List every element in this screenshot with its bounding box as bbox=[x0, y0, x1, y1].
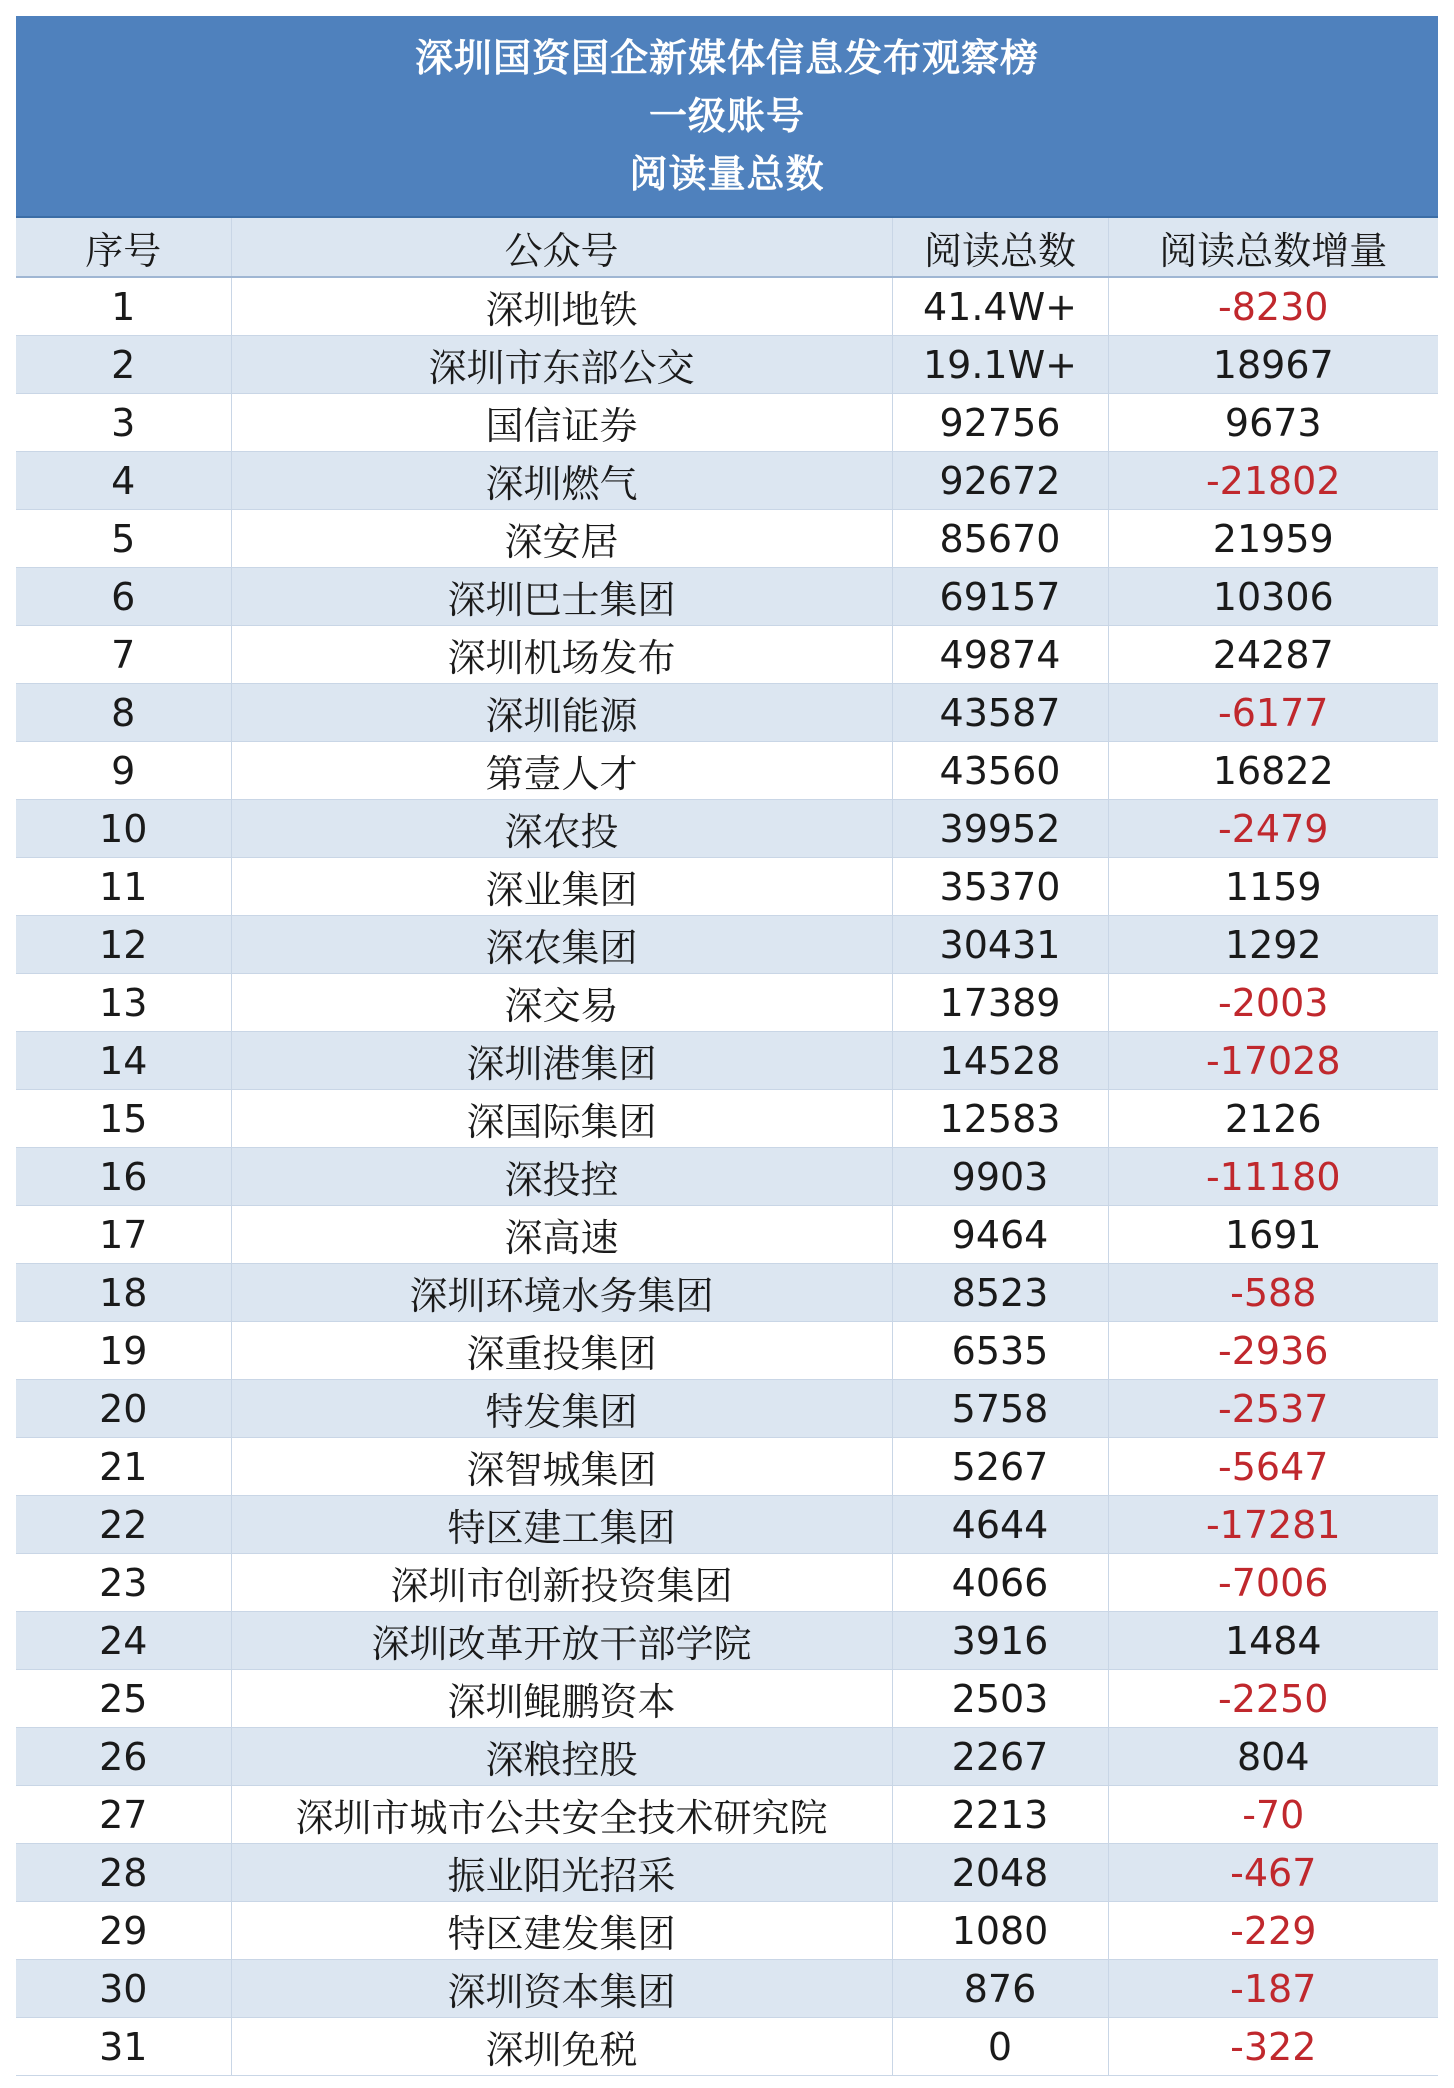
account-name-cell: 深交易 bbox=[231, 974, 892, 1032]
table-row bbox=[16, 858, 1438, 916]
total-reads-cell: 19.1W+ bbox=[892, 336, 1108, 394]
account-name-cell: 深智城集团 bbox=[231, 1438, 892, 1496]
table-row bbox=[16, 1496, 1438, 1554]
account-name-cell: 深国际集团 bbox=[231, 1090, 892, 1148]
reads-delta-cell: -2479 bbox=[1108, 800, 1438, 858]
account-name-cell: 深粮控股 bbox=[231, 1728, 892, 1786]
column-header-rank: 序号 bbox=[16, 218, 231, 277]
total-reads-cell: 876 bbox=[892, 1960, 1108, 2018]
table-row bbox=[16, 277, 1438, 336]
metric-subtitle: 阅读量总数 bbox=[629, 152, 825, 196]
account-name-cell: 深农投 bbox=[231, 800, 892, 858]
account-name-cell: 深圳鲲鹏资本 bbox=[231, 1670, 892, 1728]
total-reads-cell: 12583 bbox=[892, 1090, 1108, 1148]
column-header-account: 公众号 bbox=[231, 218, 892, 277]
account-name-cell: 深农集团 bbox=[231, 916, 892, 974]
table-row bbox=[16, 1786, 1438, 1844]
total-reads-cell: 92672 bbox=[892, 452, 1108, 510]
reads-delta-cell: -187 bbox=[1108, 1960, 1438, 2018]
rank-cell: 28 bbox=[16, 1844, 231, 1902]
rank-cell: 17 bbox=[16, 1206, 231, 1264]
total-reads-cell: 9464 bbox=[892, 1206, 1108, 1264]
total-reads-cell: 1080 bbox=[892, 1902, 1108, 1960]
rank-cell: 7 bbox=[16, 626, 231, 684]
rank-cell: 22 bbox=[16, 1496, 231, 1554]
table-row bbox=[16, 916, 1438, 974]
account-name-cell: 振业阳光招采 bbox=[231, 1844, 892, 1902]
reads-delta-cell: 1292 bbox=[1108, 916, 1438, 974]
account-name-cell: 深圳港集团 bbox=[231, 1032, 892, 1090]
table-row bbox=[16, 1554, 1438, 1612]
table-row bbox=[16, 1960, 1438, 2018]
account-name-cell: 深安居 bbox=[231, 510, 892, 568]
rank-cell: 31 bbox=[16, 2018, 231, 2076]
account-name-cell: 特发集团 bbox=[231, 1380, 892, 1438]
rank-cell: 3 bbox=[16, 394, 231, 452]
table-row bbox=[16, 974, 1438, 1032]
reads-delta-cell: -17028 bbox=[1108, 1032, 1438, 1090]
reads-delta-cell: 24287 bbox=[1108, 626, 1438, 684]
account-name-cell: 特区建工集团 bbox=[231, 1496, 892, 1554]
reads-delta-cell: -17281 bbox=[1108, 1496, 1438, 1554]
account-name-cell: 深圳环境水务集团 bbox=[231, 1264, 892, 1322]
table-row bbox=[16, 742, 1438, 800]
reads-delta-cell: -5647 bbox=[1108, 1438, 1438, 1496]
reads-delta-cell: -2936 bbox=[1108, 1322, 1438, 1380]
account-name-cell: 深业集团 bbox=[231, 858, 892, 916]
table-row bbox=[16, 394, 1438, 452]
total-reads-cell: 5758 bbox=[892, 1380, 1108, 1438]
total-reads-cell: 4066 bbox=[892, 1554, 1108, 1612]
reads-delta-cell: -70 bbox=[1108, 1786, 1438, 1844]
table-row bbox=[16, 800, 1438, 858]
rank-cell: 26 bbox=[16, 1728, 231, 1786]
rank-cell: 19 bbox=[16, 1322, 231, 1380]
total-reads-cell: 41.4W+ bbox=[892, 277, 1108, 336]
reads-delta-cell: 10306 bbox=[1108, 568, 1438, 626]
total-reads-cell: 92756 bbox=[892, 394, 1108, 452]
total-reads-cell: 39952 bbox=[892, 800, 1108, 858]
column-header-total-reads: 阅读总数 bbox=[892, 218, 1108, 277]
total-reads-cell: 43560 bbox=[892, 742, 1108, 800]
total-reads-cell: 6535 bbox=[892, 1322, 1108, 1380]
table-row bbox=[16, 1438, 1438, 1496]
table-row bbox=[16, 336, 1438, 394]
total-reads-cell: 2503 bbox=[892, 1670, 1108, 1728]
ranking-table bbox=[16, 218, 1438, 2076]
total-reads-cell: 2048 bbox=[892, 1844, 1108, 1902]
reads-delta-cell: -7006 bbox=[1108, 1554, 1438, 1612]
table-row bbox=[16, 1844, 1438, 1902]
account-name-cell: 深圳改革开放干部学院 bbox=[231, 1612, 892, 1670]
account-name-cell: 第壹人才 bbox=[231, 742, 892, 800]
rank-cell: 10 bbox=[16, 800, 231, 858]
rank-cell: 24 bbox=[16, 1612, 231, 1670]
reads-delta-cell: -6177 bbox=[1108, 684, 1438, 742]
account-level-subtitle: 一级账号 bbox=[648, 94, 805, 138]
total-reads-cell: 69157 bbox=[892, 568, 1108, 626]
reads-delta-cell: -229 bbox=[1108, 1902, 1438, 1960]
reads-delta-cell: -11180 bbox=[1108, 1148, 1438, 1206]
account-name-cell: 深投控 bbox=[231, 1148, 892, 1206]
rank-cell: 20 bbox=[16, 1380, 231, 1438]
reads-delta-cell: 9673 bbox=[1108, 394, 1438, 452]
table-row bbox=[16, 626, 1438, 684]
account-name-cell: 深圳资本集团 bbox=[231, 1960, 892, 2018]
total-reads-cell: 35370 bbox=[892, 858, 1108, 916]
rank-cell: 13 bbox=[16, 974, 231, 1032]
account-name-cell: 深圳机场发布 bbox=[231, 626, 892, 684]
table-row bbox=[16, 1670, 1438, 1728]
account-name-cell: 深圳燃气 bbox=[231, 452, 892, 510]
table-row bbox=[16, 1206, 1438, 1264]
reads-delta-cell: -2537 bbox=[1108, 1380, 1438, 1438]
account-name-cell: 深高速 bbox=[231, 1206, 892, 1264]
rank-cell: 16 bbox=[16, 1148, 231, 1206]
table-row bbox=[16, 1612, 1438, 1670]
reads-delta-cell: -8230 bbox=[1108, 277, 1438, 336]
total-reads-cell: 49874 bbox=[892, 626, 1108, 684]
total-reads-cell: 5267 bbox=[892, 1438, 1108, 1496]
table-row bbox=[16, 1380, 1438, 1438]
account-name-cell: 深圳能源 bbox=[231, 684, 892, 742]
reads-delta-cell: 16822 bbox=[1108, 742, 1438, 800]
account-name-cell: 特区建发集团 bbox=[231, 1902, 892, 1960]
account-name-cell: 深圳市城市公共安全技术研究院 bbox=[231, 1786, 892, 1844]
total-reads-cell: 17389 bbox=[892, 974, 1108, 1032]
rank-cell: 9 bbox=[16, 742, 231, 800]
rank-cell: 18 bbox=[16, 1264, 231, 1322]
reads-delta-cell: 21959 bbox=[1108, 510, 1438, 568]
account-name-cell: 深重投集团 bbox=[231, 1322, 892, 1380]
reads-delta-cell: -2003 bbox=[1108, 974, 1438, 1032]
rank-cell: 21 bbox=[16, 1438, 231, 1496]
table-row bbox=[16, 1264, 1438, 1322]
rank-cell: 30 bbox=[16, 1960, 231, 2018]
rank-cell: 11 bbox=[16, 858, 231, 916]
reads-delta-cell: -2250 bbox=[1108, 1670, 1438, 1728]
table-row bbox=[16, 452, 1438, 510]
rank-cell: 25 bbox=[16, 1670, 231, 1728]
table-header-row bbox=[16, 218, 1438, 277]
account-name-cell: 深圳免税 bbox=[231, 2018, 892, 2076]
reads-delta-cell: 1159 bbox=[1108, 858, 1438, 916]
rank-cell: 14 bbox=[16, 1032, 231, 1090]
rank-cell: 29 bbox=[16, 1902, 231, 1960]
total-reads-cell: 43587 bbox=[892, 684, 1108, 742]
reads-delta-cell: -467 bbox=[1108, 1844, 1438, 1902]
reads-delta-cell: 804 bbox=[1108, 1728, 1438, 1786]
account-name-cell: 深圳地铁 bbox=[231, 277, 892, 336]
column-header-reads-delta: 阅读总数增量 bbox=[1108, 218, 1438, 277]
rank-cell: 27 bbox=[16, 1786, 231, 1844]
reads-delta-cell: 18967 bbox=[1108, 336, 1438, 394]
table-row bbox=[16, 568, 1438, 626]
rank-cell: 8 bbox=[16, 684, 231, 742]
total-reads-cell: 4644 bbox=[892, 1496, 1108, 1554]
report-title: 深圳国资国企新媒体信息发布观察榜 bbox=[414, 36, 1039, 80]
rank-cell: 15 bbox=[16, 1090, 231, 1148]
account-name-cell: 国信证券 bbox=[231, 394, 892, 452]
title-block bbox=[16, 16, 1438, 218]
rank-cell: 2 bbox=[16, 336, 231, 394]
table-row bbox=[16, 510, 1438, 568]
rank-cell: 5 bbox=[16, 510, 231, 568]
total-reads-cell: 85670 bbox=[892, 510, 1108, 568]
table-row bbox=[16, 1728, 1438, 1786]
total-reads-cell: 8523 bbox=[892, 1264, 1108, 1322]
table-row bbox=[16, 684, 1438, 742]
table-body bbox=[16, 277, 1438, 2076]
reads-delta-cell: -21802 bbox=[1108, 452, 1438, 510]
total-reads-cell: 3916 bbox=[892, 1612, 1108, 1670]
table-row bbox=[16, 1090, 1438, 1148]
reads-delta-cell: -322 bbox=[1108, 2018, 1438, 2076]
ranking-sheet bbox=[16, 16, 1438, 2076]
account-name-cell: 深圳市创新投资集团 bbox=[231, 1554, 892, 1612]
table-row bbox=[16, 1322, 1438, 1380]
table-row bbox=[16, 1148, 1438, 1206]
total-reads-cell: 9903 bbox=[892, 1148, 1108, 1206]
total-reads-cell: 30431 bbox=[892, 916, 1108, 974]
table-row bbox=[16, 1902, 1438, 1960]
rank-cell: 4 bbox=[16, 452, 231, 510]
rank-cell: 23 bbox=[16, 1554, 231, 1612]
total-reads-cell: 2267 bbox=[892, 1728, 1108, 1786]
total-reads-cell: 2213 bbox=[892, 1786, 1108, 1844]
table-row bbox=[16, 1032, 1438, 1090]
account-name-cell: 深圳巴士集团 bbox=[231, 568, 892, 626]
reads-delta-cell: -588 bbox=[1108, 1264, 1438, 1322]
rank-cell: 6 bbox=[16, 568, 231, 626]
reads-delta-cell: 1484 bbox=[1108, 1612, 1438, 1670]
reads-delta-cell: 2126 bbox=[1108, 1090, 1438, 1148]
reads-delta-cell: 1691 bbox=[1108, 1206, 1438, 1264]
account-name-cell: 深圳市东部公交 bbox=[231, 336, 892, 394]
total-reads-cell: 0 bbox=[892, 2018, 1108, 2076]
rank-cell: 12 bbox=[16, 916, 231, 974]
rank-cell: 1 bbox=[16, 277, 231, 336]
table-row bbox=[16, 2018, 1438, 2076]
total-reads-cell: 14528 bbox=[892, 1032, 1108, 1090]
